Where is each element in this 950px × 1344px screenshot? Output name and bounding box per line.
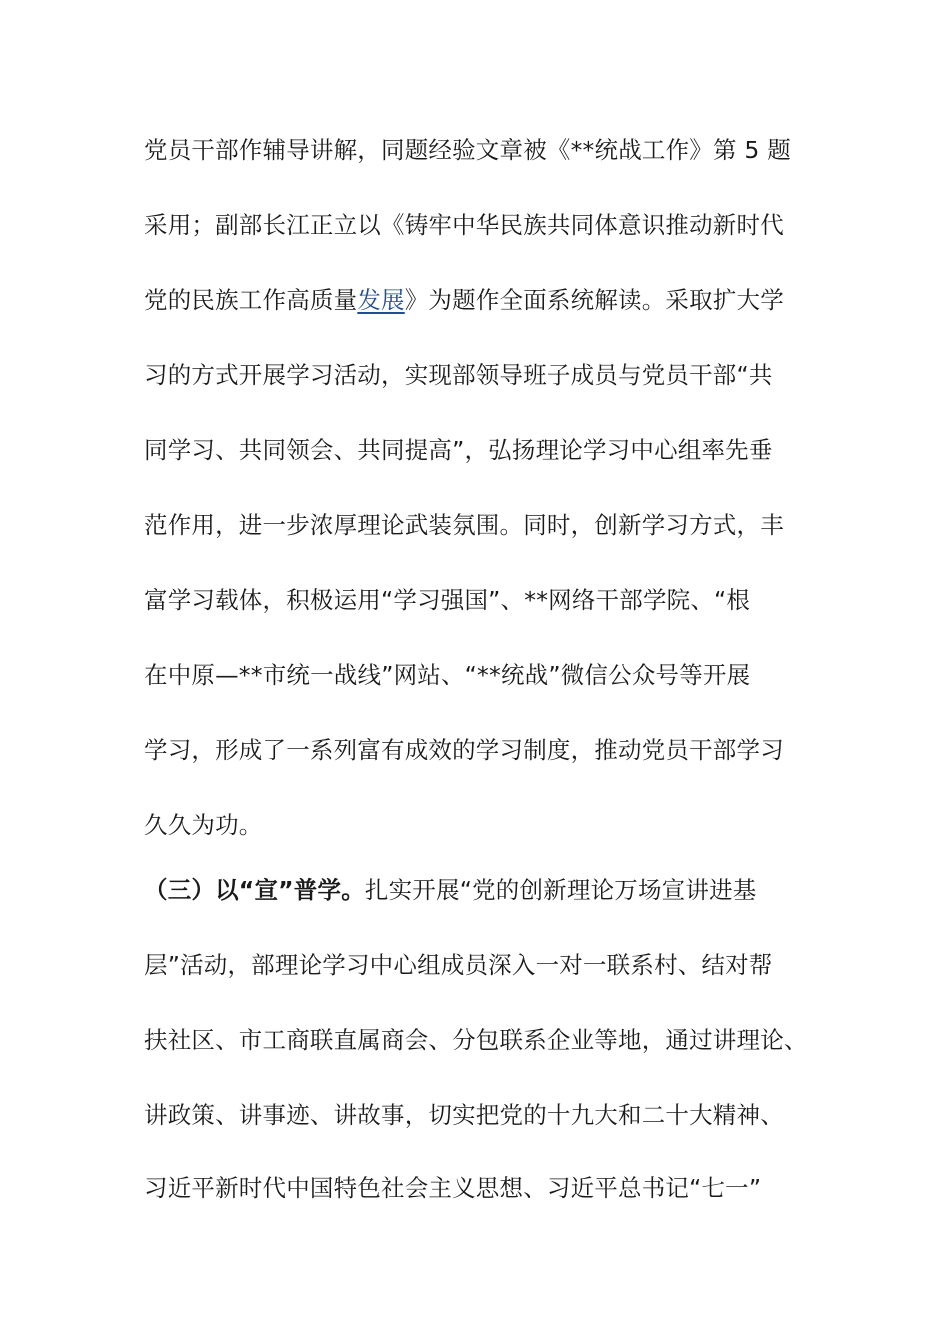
- text-line-3-end: 》为题作全面系统解读。采取扩大学: [404, 286, 784, 314]
- development-link[interactable]: 发展: [357, 286, 405, 314]
- text-line-5: 同学习、共同领会、共同提高”，弘扬理论学习中心组率先垂: [144, 436, 773, 464]
- text-line-7: 富学习载体，积极运用“学习强国”、**网络干部学院、“根: [144, 586, 751, 614]
- text-line-15: 习近平新时代中国特色社会主义思想、习近平总书记“七一”: [144, 1174, 762, 1202]
- text-line-2: 采用；副部长江正立以《铸牢中华民族共同体意识推动新时代: [144, 211, 784, 239]
- section-heading-line: [144, 870, 756, 910]
- text-line-3-start: 党的民族工作高质量: [144, 286, 358, 314]
- text-line-8: 在中原—**市统一战线”网站、“**统战”微信公众号等开展: [144, 661, 751, 689]
- section-heading: （三）以“宣”普学。: [144, 876, 365, 904]
- text-line-14: 讲政策、讲事迹、讲故事，切实把党的十九大和二十大精神、: [144, 1101, 784, 1129]
- text-line-12: 层”活动，部理论学习中心组成员深入一对一联系村、结对帮: [144, 951, 773, 979]
- text-line-6: 范作用，进一步浓厚理论武装氛围。同时，创新学习方式，丰: [144, 511, 784, 539]
- section-heading-text: 扎实开展“党的创新理论万场宣讲进基: [364, 876, 757, 904]
- text-line-4: 习的方式开展学习活动，实现部领导班子成员与党员干部“共: [144, 361, 773, 389]
- text-line-9: 学习，形成了一系列富有成效的学习制度，推动党员干部学习: [144, 736, 784, 764]
- text-line-3: [144, 280, 784, 320]
- text-line-13: 扶社区、市工商联直属商会、分包联系企业等地，通过讲理论、: [144, 1026, 808, 1054]
- text-line-1: 党员干部作辅导讲解，同题经验文章被《**统战工作》第 5 题: [144, 136, 791, 164]
- text-line-10: 久久为功。: [144, 811, 263, 839]
